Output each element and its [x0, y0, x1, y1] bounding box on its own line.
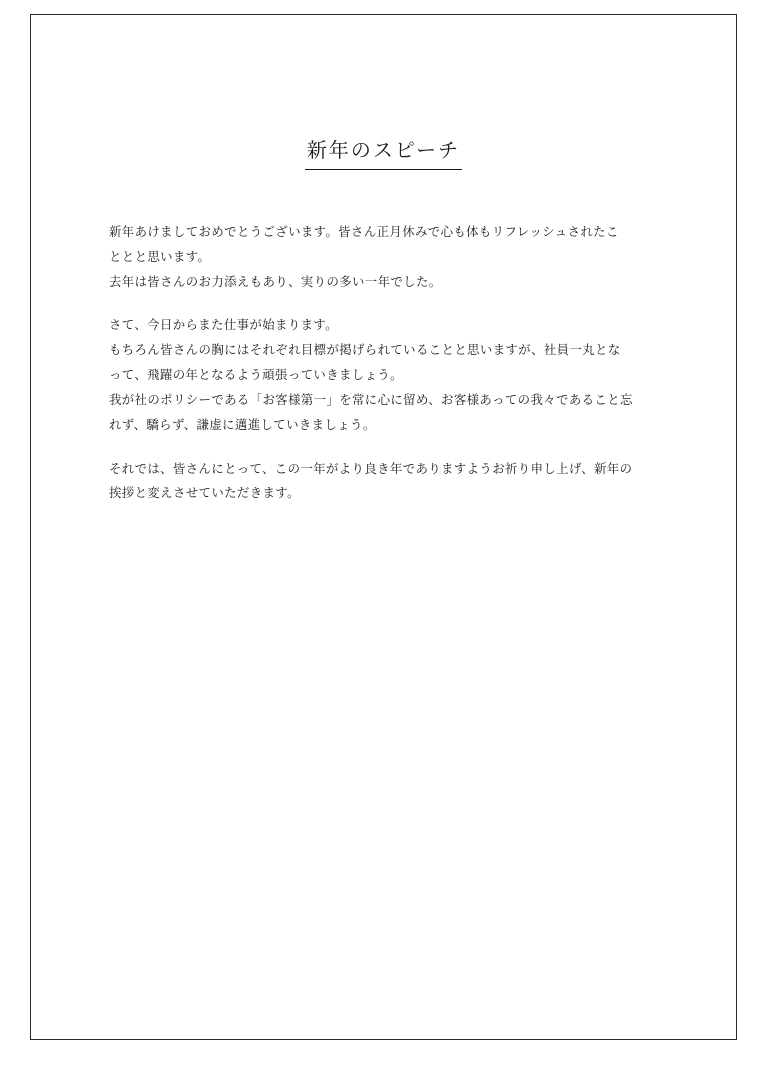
page-title-text: 新年のスピーチ — [305, 137, 462, 170]
paragraph-line: 新年あけましておめでとうございます。皆さん正月休みで心も体もリフレッシュされたこ — [109, 225, 619, 239]
paragraph-line: ととと思います。 — [109, 249, 211, 264]
document-sheet — [30, 14, 737, 1040]
document-body — [31, 15, 736, 1039]
paragraph-line: それでは、皆さんにとって、この一年がより良き年でありますようお祈り申し上げ、新年の — [109, 461, 633, 476]
paragraph-line: 挨拶と変えさせていただきます。 — [109, 486, 300, 501]
paragraph-line: 去年は皆さんのお力添えもあり、実りの多い一年でした。 — [109, 274, 442, 289]
paragraph-line: さて、今日からまた仕事が始まります。 — [109, 318, 338, 333]
paragraph-greeting — [109, 220, 666, 294]
paragraph-line: れず、驕らず、謙虚に邁進していきましょう。 — [109, 417, 376, 432]
paragraph-line: もちろん皆さんの胸にはそれぞれ目標が掲げられていることと思いますが、社員一丸とな — [109, 343, 621, 358]
paragraph-line: 我が社のポリシーである「お客様第一」を常に心に留め、お客様あっての我々であること忘 — [109, 392, 633, 407]
paragraph-closing — [109, 457, 666, 507]
page-title — [31, 137, 736, 170]
paragraph-line: って、飛躍の年となるよう頑張っていきましょう。 — [109, 368, 403, 383]
paragraph-goals — [109, 313, 666, 437]
document-content — [109, 220, 666, 506]
